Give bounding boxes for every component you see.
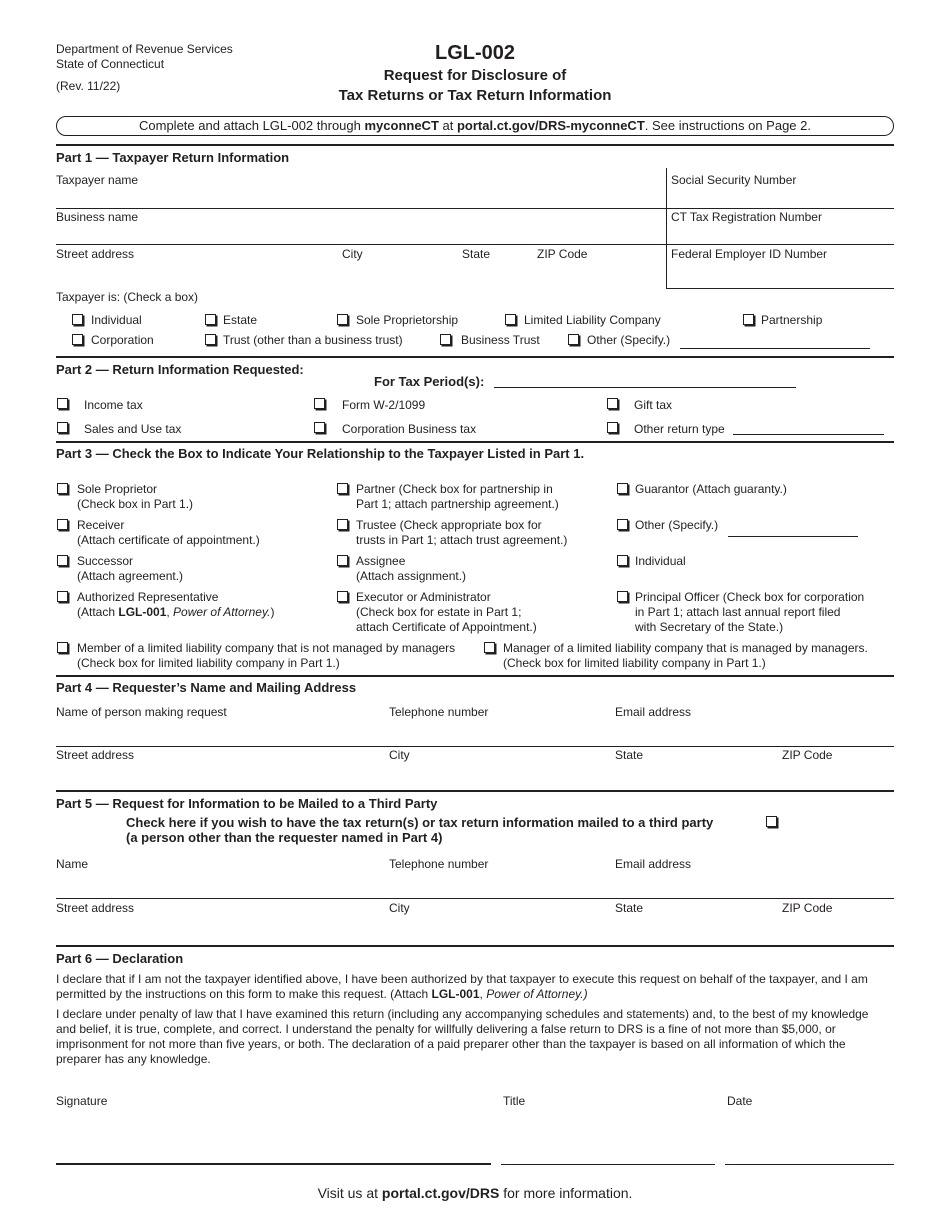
notice-myconnect: myconneCT	[364, 118, 439, 133]
date-field[interactable]	[725, 1164, 894, 1165]
type-other-label: Other (Specify.)	[587, 333, 671, 347]
type-llc-label: Limited Liability Company	[524, 313, 661, 327]
requester-name-field[interactable]	[56, 746, 894, 747]
third-party-phone-label: Telephone number	[389, 857, 489, 871]
gift-tax-label: Gift tax	[634, 398, 673, 412]
title-label: Title	[503, 1094, 526, 1108]
type-estate-label: Estate	[223, 313, 258, 327]
rel-authorized-rep-note	[77, 605, 274, 620]
decl1-text: I declare that if I am not the taxpayer identified above, I have been authorized by that taxpayer to execute this request on behalf of the taxpayer, and I am permitted by the instructions on this form to make this request. (Attach	[56, 972, 868, 1001]
part1-column-divider-2	[666, 244, 667, 288]
type-business-trust-label: Business Trust	[461, 333, 540, 347]
third-party-check-text: Check here if you wish to have the tax return(s) or tax return information mailed to a third party	[126, 815, 714, 830]
business-name-label: Business name	[56, 210, 139, 224]
auth-rep-note-1: (Attach	[77, 605, 119, 619]
rel-trustee-label: Trustee (Check appropriate box for	[356, 518, 542, 532]
type-partnership-label: Partnership	[761, 313, 823, 327]
date-label: Date	[727, 1094, 753, 1108]
rel-individual-label: Individual	[635, 554, 686, 568]
notice-portal-link[interactable]: portal.ct.gov/DRS-myconneCT	[456, 118, 645, 133]
requester-email-label: Email address	[615, 705, 692, 719]
declaration-authorization	[56, 972, 872, 1002]
form-id: LGL-002	[434, 42, 516, 64]
ssn-label: Social Security Number	[671, 173, 797, 187]
type-trust-label: Trust (other than a business trust)	[223, 333, 403, 347]
other-return-type-field[interactable]	[733, 434, 884, 435]
sales-use-tax-label: Sales and Use tax	[84, 422, 182, 436]
street-address-label: Street address	[56, 247, 135, 261]
notice-text-3: . See instructions on Page 2.	[644, 118, 811, 133]
auth-rep-note-2: ,	[166, 605, 174, 619]
third-party-zip-label: ZIP Code	[782, 901, 833, 915]
footer-text-1: Visit us at	[317, 1185, 382, 1201]
type-corporation-label: Corporation	[91, 333, 154, 347]
rel-successor-note: (Attach agreement.)	[77, 569, 184, 583]
taxpayer-name-label: Taxpayer name	[56, 173, 139, 187]
title-field[interactable]	[501, 1164, 715, 1165]
signature-field[interactable]	[56, 1163, 491, 1165]
requester-name-label: Name of person making request	[56, 705, 227, 719]
third-party-check-note: (a person other than the requester named in Part 4)	[126, 830, 443, 845]
rel-receiver-label: Receiver	[77, 518, 125, 532]
city-label: City	[342, 247, 363, 261]
other-return-type-label: Other return type	[634, 422, 725, 436]
revision-date: (Rev. 11/22)	[56, 79, 121, 93]
rel-principal-officer-label: Principal Officer (Check box for corporation	[635, 590, 865, 604]
auth-rep-note-3: )	[270, 605, 275, 619]
part2-top-rule	[56, 356, 894, 358]
part4-top-rule	[56, 675, 894, 677]
rel-partner-note: Part 1; attach partnership agreement.)	[356, 497, 559, 511]
rel-receiver-note: (Attach certificate of appointment.)	[77, 533, 260, 547]
rel-other-label: Other (Specify.)	[635, 518, 719, 532]
rel-trustee-note: trusts in Part 1; attach trust agreement.)	[356, 533, 568, 547]
rel-principal-officer-note-2: with Secretary of the State.)	[635, 620, 784, 634]
auth-rep-form-ref: LGL-001	[118, 605, 167, 619]
part4-title: Part 4 — Requester’s Name and Mailing Address	[56, 680, 357, 695]
income-tax-label: Income tax	[84, 398, 143, 412]
ct-tax-reg-label: CT Tax Registration Number	[671, 210, 822, 224]
form-title-line1: Request for Disclosure of	[383, 67, 567, 84]
part6-title: Part 6 — Declaration	[56, 951, 184, 966]
part1-column-divider	[666, 168, 667, 244]
part2-title: Part 2 — Return Information Requested:	[56, 362, 304, 377]
department-name: Department of Revenue Services	[56, 42, 233, 56]
zip-label: ZIP Code	[537, 247, 588, 261]
signature-label: Signature	[56, 1094, 108, 1108]
decl1-poa: Power of Attorney.)	[486, 987, 588, 1001]
declaration-penalty: I declare under penalty of law that I have examined this return (including any accompanying schedules and statements) and, to the best of my knowledge and belief, it is true, complete, and correct. I understand the penalty for willfully delivering a false return to DRS is a fine of not more than $5,000, or imprisonment for not more than five years, or both. The declaration of a paid preparer other than the taxpayer is based on all information of which the preparer has any knowledge.	[56, 1007, 869, 1066]
requester-phone-label: Telephone number	[389, 705, 489, 719]
rel-executor-label: Executor or Administrator	[356, 590, 491, 604]
rel-sole-proprietor-note: (Check box in Part 1.)	[77, 497, 194, 511]
fein-field[interactable]	[666, 288, 894, 289]
rel-other-specify-field[interactable]	[728, 536, 858, 537]
taxpayer-type-label: Taxpayer is: (Check a box)	[56, 290, 199, 304]
third-party-city-label: City	[389, 901, 410, 915]
notice-text-2: at	[438, 118, 457, 133]
rel-assignee-label: Assignee	[356, 554, 406, 568]
third-party-state-label: State	[615, 901, 644, 915]
rel-principal-officer-note-1: in Part 1; attach last annual report filed	[635, 605, 841, 619]
w2-1099-label: Form W-2/1099	[342, 398, 426, 412]
part5-top-rule	[56, 790, 894, 792]
tax-period-label: For Tax Period(s):	[374, 374, 485, 389]
decl1-sep: ,	[479, 987, 487, 1001]
requester-street-label: Street address	[56, 748, 135, 762]
rel-assignee-note: (Attach assignment.)	[356, 569, 467, 583]
decl1-form-ref: LGL-001	[431, 987, 480, 1001]
part5-title: Part 5 — Request for Information to be Mailed to a Third Party	[56, 796, 438, 811]
part6-top-rule	[56, 945, 894, 947]
rel-executor-note-1: (Check box for estate in Part 1;	[356, 605, 522, 619]
part3-top-rule	[56, 441, 894, 443]
state-label: State	[462, 247, 491, 261]
taxpayer-name-field[interactable]	[56, 208, 894, 209]
state-name: State of Connecticut	[56, 57, 165, 71]
requester-state-label: State	[615, 748, 644, 762]
type-sole-proprietorship-label: Sole Proprietorship	[356, 313, 459, 327]
rel-sole-proprietor-label: Sole Proprietor	[77, 482, 158, 496]
requester-city-label: City	[389, 748, 410, 762]
requester-zip-label: ZIP Code	[782, 748, 833, 762]
tax-period-field[interactable]	[494, 387, 796, 388]
rel-guarantor-label: Guarantor (Attach guaranty.)	[635, 482, 787, 496]
third-party-name-label: Name	[56, 857, 89, 871]
footer	[0, 1185, 950, 1201]
rel-llc-manager-label: Manager of a limited liability company that is managed by managers.	[503, 641, 868, 655]
third-party-email-label: Email address	[615, 857, 692, 871]
rel-authorized-rep-label: Authorized Representative	[77, 590, 219, 604]
fein-label: Federal Employer ID Number	[671, 247, 828, 261]
rel-llc-manager-note: (Check box for limited liability company in Part 1.)	[503, 656, 766, 670]
type-individual-label: Individual	[91, 313, 142, 327]
rel-llc-member-label: Member of a limited liability company that is not managed by managers	[77, 641, 456, 655]
footer-text-2: for more information.	[499, 1185, 633, 1201]
notice-text-1: Complete and attach LGL-002 through	[139, 118, 365, 133]
part1-title: Part 1 — Taxpayer Return Information	[56, 150, 290, 165]
rel-llc-member-note: (Check box for limited liability company in Part 1.)	[77, 656, 340, 670]
corp-business-tax-label: Corporation Business tax	[342, 422, 477, 436]
business-name-field[interactable]	[56, 244, 894, 245]
part3-title: Part 3 — Check the Box to Indicate Your Relationship to the Taxpayer Listed in Part 1.	[56, 446, 585, 461]
submission-notice	[56, 116, 894, 136]
footer-link[interactable]: portal.ct.gov/DRS	[381, 1185, 500, 1201]
rel-successor-label: Successor	[77, 554, 134, 568]
part1-top-rule	[56, 144, 894, 146]
rel-partner-label: Partner (Check box for partnership in	[356, 482, 553, 496]
rel-executor-note-2: attach Certificate of Appointment.)	[356, 620, 537, 634]
third-party-name-field[interactable]	[56, 898, 894, 899]
auth-rep-poa: Power of Attorney.	[173, 605, 271, 619]
type-other-specify-field[interactable]	[680, 348, 870, 349]
third-party-street-label: Street address	[56, 901, 135, 915]
form-title-line2: Tax Returns or Tax Return Information	[338, 87, 612, 104]
